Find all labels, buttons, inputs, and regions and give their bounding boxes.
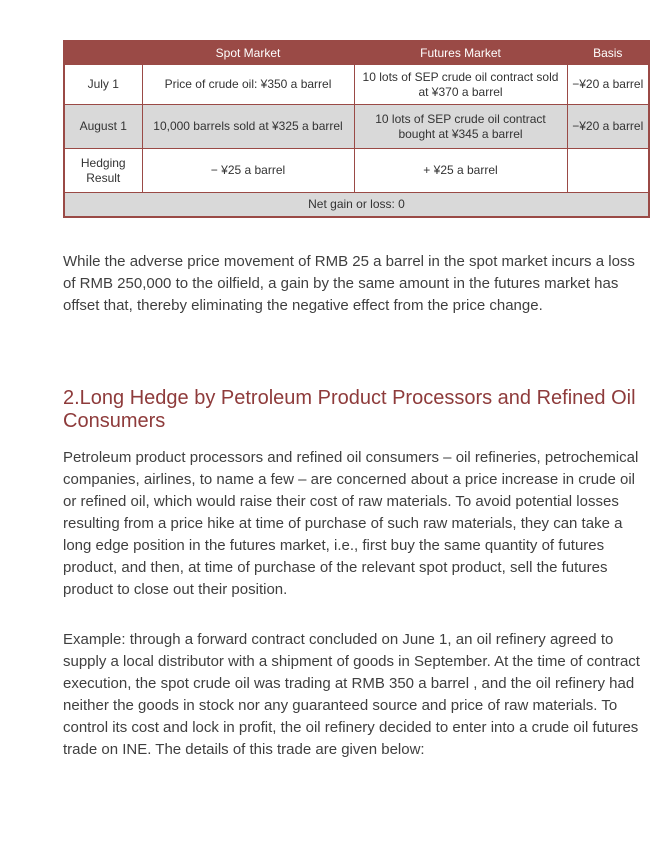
basis-cell-july-1: −¥20 a barrel xyxy=(567,65,649,105)
spot-cell-july-1: Price of crude oil: ¥350 a barrel xyxy=(142,65,354,105)
row-label-hedging-result: Hedging Result xyxy=(64,149,142,193)
header-cell-empty xyxy=(64,41,142,65)
header-cell-basis: Basis xyxy=(567,41,649,65)
basis-cell-hedging-result xyxy=(567,149,649,193)
table-row-hedging-result xyxy=(64,149,649,193)
section-heading-long-hedge: 2.Long Hedge by Petroleum Product Processors and Refined Oil Consumers xyxy=(63,387,636,432)
spot-cell-august-1: 10,000 barrels sold at ¥325 a barrel xyxy=(142,105,354,149)
paragraph-long-hedge-description: Petroleum product processors and refined oil consumers – oil refineries, petrochemical companies, airlines, to name a few – are concerned about a price increase in crude oil or refined oil, which would raise their cost of raw materials. To avoid potential losses resulting from a price hike at time of purchase of such raw materials, they can take a long edge position in the futures market, i.e., first buy the same quantity of futures product, and then, at time of purchase of the relevant spot product, sell the futures product to close out their position. xyxy=(63,449,639,598)
row-label-august-1: August 1 xyxy=(64,105,142,149)
header-cell-futures-market: Futures Market xyxy=(354,41,567,65)
hedging-results-table xyxy=(63,40,650,218)
net-gain-or-loss-cell: Net gain or loss: 0 xyxy=(64,193,649,218)
table-row-july-1 xyxy=(64,65,649,105)
paragraph-hedge-outcome: While the adverse price movement of RMB 25 a barrel in the spot market incurs a loss of RMB 250,000 to the oilfield, a gain by the same amount in the futures market has offset that, thereby eliminating the negative effect from the price change. xyxy=(63,253,635,314)
futures-cell-august-1: 10 lots of SEP crude oil contract bought at ¥345 a barrel xyxy=(354,105,567,149)
futures-cell-july-1: 10 lots of SEP crude oil contract sold at ¥370 a barrel xyxy=(354,65,567,105)
header-cell-spot-market: Spot Market xyxy=(142,41,354,65)
row-label-july-1: July 1 xyxy=(64,65,142,105)
table-header-row xyxy=(64,41,649,65)
paragraph-example-oil-refinery: Example: through a forward contract concluded on June 1, an oil refinery agreed to supply a local distributor with a shipment of goods in September. At the time of contract execution, the spot crude oil was trading at RMB 350 a barrel , and the oil refinery had neither the goods in stock nor any guaranteed source and price of raw materials. To control its cost and lock in profit, the oil refinery decided to enter into a crude oil futures trade on INE. The details of this trade are given below: xyxy=(63,631,640,758)
basis-cell-august-1: −¥20 a barrel xyxy=(567,105,649,149)
futures-cell-hedging-result: + ¥25 a barrel xyxy=(354,149,567,193)
table-footer-row xyxy=(64,193,649,218)
table-row-august-1 xyxy=(64,105,649,149)
spot-cell-hedging-result: − ¥25 a barrel xyxy=(142,149,354,193)
